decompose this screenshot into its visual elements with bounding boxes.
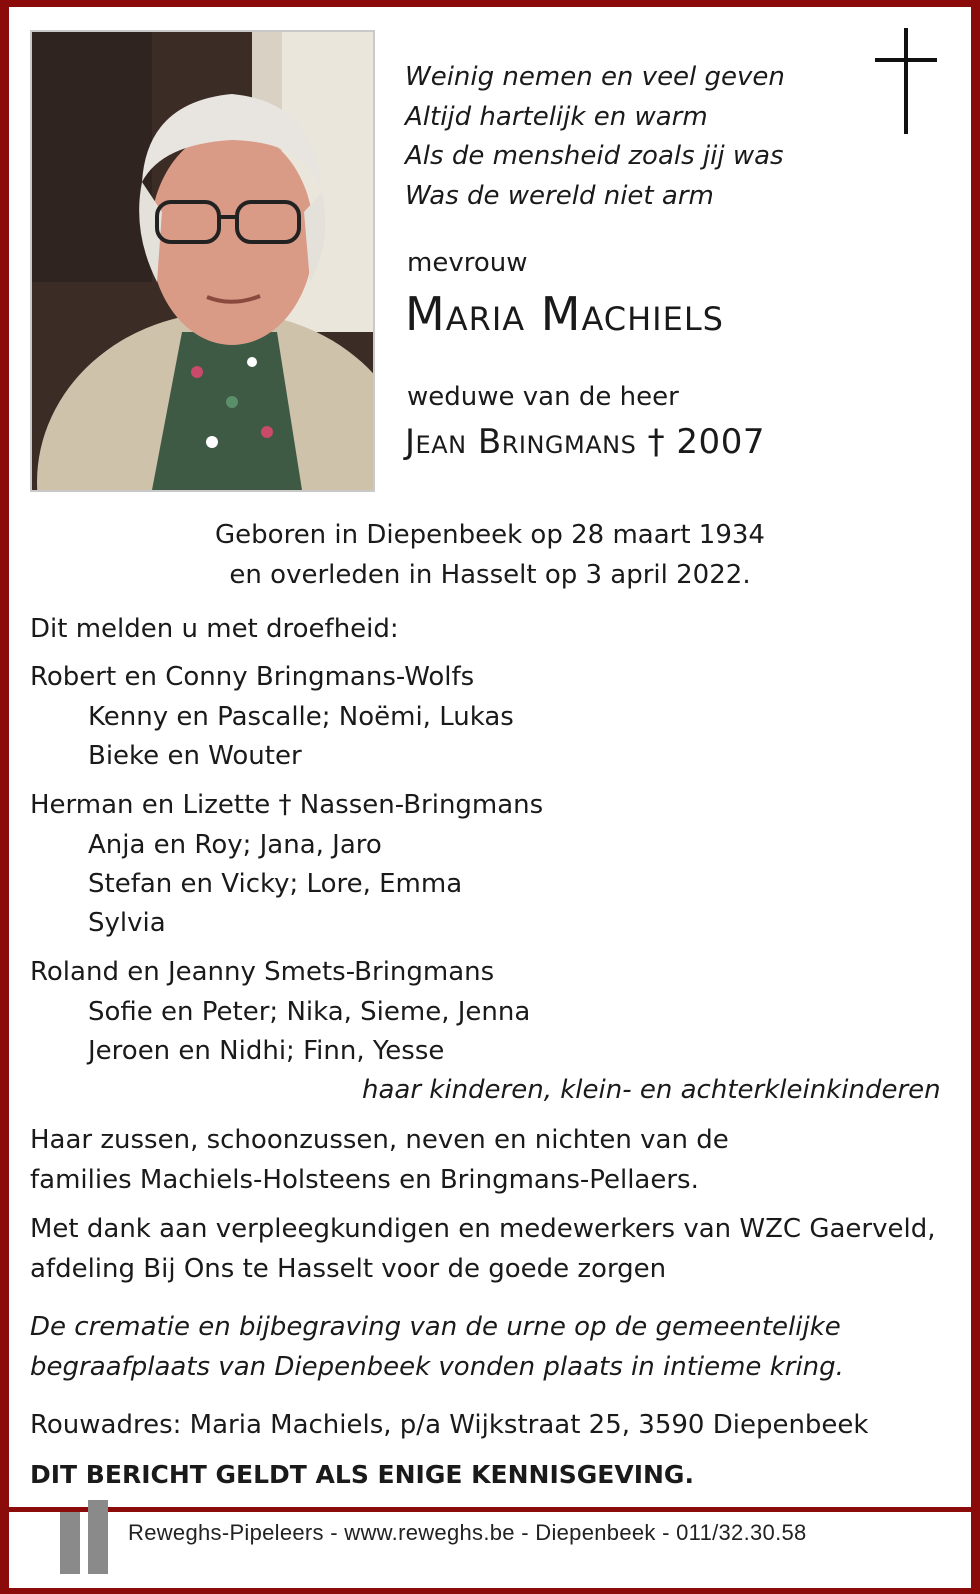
cremation-line: De crematie en bijbegraving van de urne op de gemeentelijke	[30, 1312, 841, 1342]
birth-line: Geboren in Diepenbeek op 28 maart 1934	[215, 520, 765, 550]
widow-label: weduwe van de heer	[407, 382, 679, 412]
deceased-name: Maria Machiels	[405, 287, 724, 341]
notice-line: DIT BERICHT GELDT ALS ENIGE KENNISGEVING.	[30, 1460, 694, 1489]
footer-bottom-border	[9, 1588, 971, 1594]
relatives-line: Haar zussen, schoonzussen, neven en nichten van de	[30, 1125, 729, 1155]
poem-line: Als de mensheid zoals jij was	[405, 141, 784, 171]
family-member: Sylvia	[88, 908, 166, 938]
poem	[405, 58, 845, 216]
family-member: Anja en Roy; Jana, Jaro	[88, 830, 382, 860]
cremation-line: begraafplaats van Diepenbeek vonden plaats in intieme kring.	[30, 1352, 844, 1382]
family-head: Herman en Lizette † Nassen-Bringmans	[30, 790, 544, 820]
cross-icon	[875, 28, 937, 134]
family-member: Sofie en Peter; Nika, Sieme, Jenna	[88, 997, 531, 1027]
poem-line: Weinig nemen en veel geven	[405, 62, 785, 92]
thanks-line: Met dank aan verpleegkundigen en medewerkers van WZC Gaerveld,	[30, 1214, 936, 1244]
death-line: en overleden in Hasselt op 3 april 2022.	[229, 560, 751, 590]
family-member: Stefan en Vicky; Lore, Emma	[88, 869, 463, 899]
thanks-line: afdeling Bij Ons te Hasselt voor de goede zorgen	[30, 1254, 667, 1284]
family-head: Roland en Jeanny Smets-Bringmans	[30, 957, 495, 987]
funeral-home-logo-icon	[58, 1496, 112, 1574]
family-member: Bieke en Wouter	[88, 741, 302, 771]
announce-line: Dit melden u met droefheid:	[30, 614, 399, 644]
footer-divider	[9, 1507, 971, 1512]
family-role: haar kinderen, klein- en achterkleinkinderen	[362, 1075, 941, 1105]
poem-line: Altijd hartelijk en warm	[405, 101, 708, 132]
portrait-photo	[30, 30, 375, 492]
footer-contact: Reweghs-Pipeleers - www.reweghs.be - Diepenbeek - 011/32.30.58	[128, 1520, 807, 1545]
address-line: Rouwadres: Maria Machiels, p/a Wijkstraat 25, 3590 Diepenbeek	[30, 1410, 869, 1440]
poem-line: Was de wereld niet arm	[405, 180, 714, 211]
family-member: Kenny en Pascalle; Noëmi, Lukas	[88, 702, 514, 732]
family-member: Jeroen en Nidhi; Finn, Yesse	[88, 1036, 445, 1066]
spouse-name: Jean Bringmans † 2007	[405, 422, 765, 462]
title-prefix: mevrouw	[407, 248, 528, 278]
relatives-line: families Machiels-Holsteens en Bringmans-Pellaers.	[30, 1165, 699, 1195]
family-head: Robert en Conny Bringmans-Wolfs	[30, 662, 475, 692]
